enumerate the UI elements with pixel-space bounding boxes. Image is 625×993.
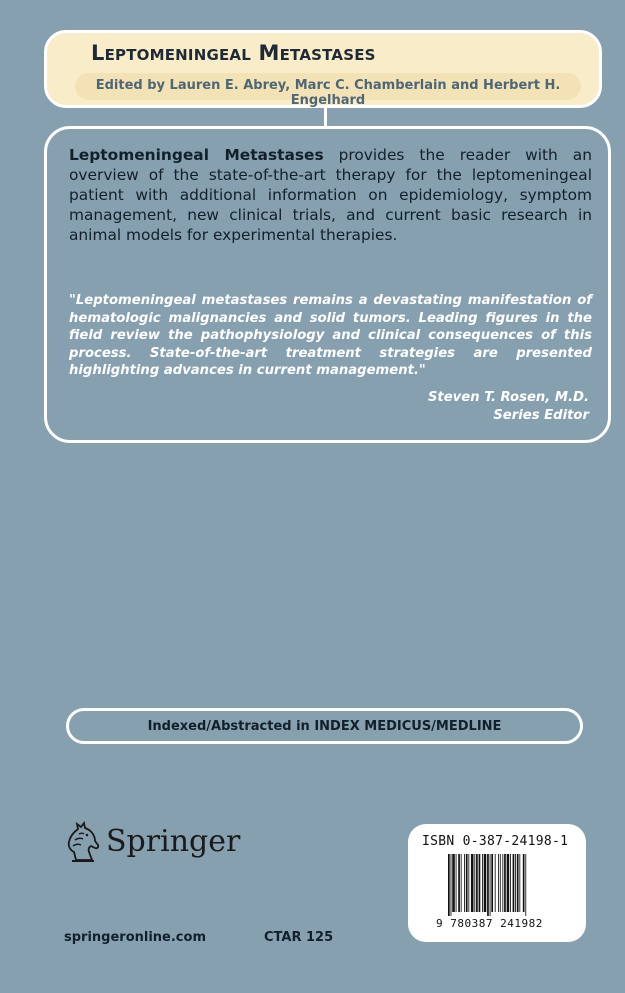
springer-logo — [64, 820, 241, 864]
barcode-bar — [451, 854, 452, 916]
barcode-bar — [525, 854, 526, 916]
quote-attribution — [428, 389, 589, 424]
isbn-label: ISBN 0-387-24198-1 — [422, 834, 569, 849]
barcode-bar — [491, 854, 493, 912]
barcode-bar — [484, 854, 487, 912]
description-title: Leptomeningeal Metastases — [69, 146, 324, 164]
barcode-bar — [513, 854, 515, 912]
editors-pill — [75, 73, 581, 108]
barcode-bar — [495, 854, 496, 912]
knight-horse-icon — [64, 820, 102, 864]
barcode-bar — [510, 854, 511, 912]
barcode-bar — [458, 854, 460, 912]
barcode-bar — [498, 854, 499, 912]
title-box — [44, 30, 602, 108]
barcode-bar — [523, 854, 525, 912]
barcode-bar — [487, 854, 489, 916]
barcode-bar — [452, 854, 455, 912]
barcode-bar — [502, 854, 503, 912]
description-text — [69, 145, 592, 245]
index-box — [66, 708, 583, 744]
barcode-bar — [482, 854, 483, 912]
barcode-bar — [464, 854, 465, 912]
barcode-bar — [476, 854, 478, 912]
publisher-name: Springer — [106, 824, 241, 859]
barcode-digits: 9 780387 241982 — [436, 917, 543, 930]
quote-role: Series Editor — [493, 407, 589, 423]
barcode-bar — [519, 854, 520, 912]
isbn-box — [408, 824, 586, 942]
barcode-bar — [471, 854, 474, 912]
connector-line — [324, 108, 327, 128]
description-body: provides the reader with an overview of the state-of-the-art therapy for the leptomeningeal patient with additional information on epidemiology, symptom management, new clinical trials, and current basic research in animal models for experimental therapies. — [69, 146, 592, 244]
barcode-bar — [466, 854, 468, 912]
barcode-icon — [448, 854, 546, 916]
barcode-bar — [448, 854, 450, 916]
barcode-bar — [517, 854, 519, 912]
barcode-bar — [461, 854, 462, 912]
book-title: Leptomeningeal Metastases — [91, 41, 376, 65]
publisher-website: springeronline.com — [64, 930, 206, 945]
barcode-bar — [479, 854, 481, 912]
barcode-bar — [490, 854, 491, 916]
quote-author: Steven T. Rosen, M.D. — [427, 390, 589, 405]
barcode-bar — [500, 854, 501, 912]
barcode-bar — [515, 854, 516, 912]
barcode-bar — [474, 854, 475, 912]
barcode-bar — [507, 854, 510, 912]
barcode-bar — [456, 854, 457, 912]
barcode-bar — [468, 854, 469, 912]
barcode-bar — [504, 854, 506, 912]
editors-line: Edited by Lauren E. Abrey, Marc C. Chamberlain and Herbert H. Engelhard — [95, 78, 561, 108]
quote-text: "Leptomeningeal metastases remains a devastating manifestation of hematologic malignancies and solid tumors. Leading figures in the field review the pathophysiology and clinical consequences of this process. State-of-the-art treatment strategies are presented highlighting advances in current management." — [69, 293, 592, 378]
description-box — [44, 126, 611, 443]
index-text: Indexed/Abstracted in INDEX MEDICUS/MEDLINE — [147, 719, 502, 734]
catalog-code: CTAR 125 — [264, 930, 334, 945]
